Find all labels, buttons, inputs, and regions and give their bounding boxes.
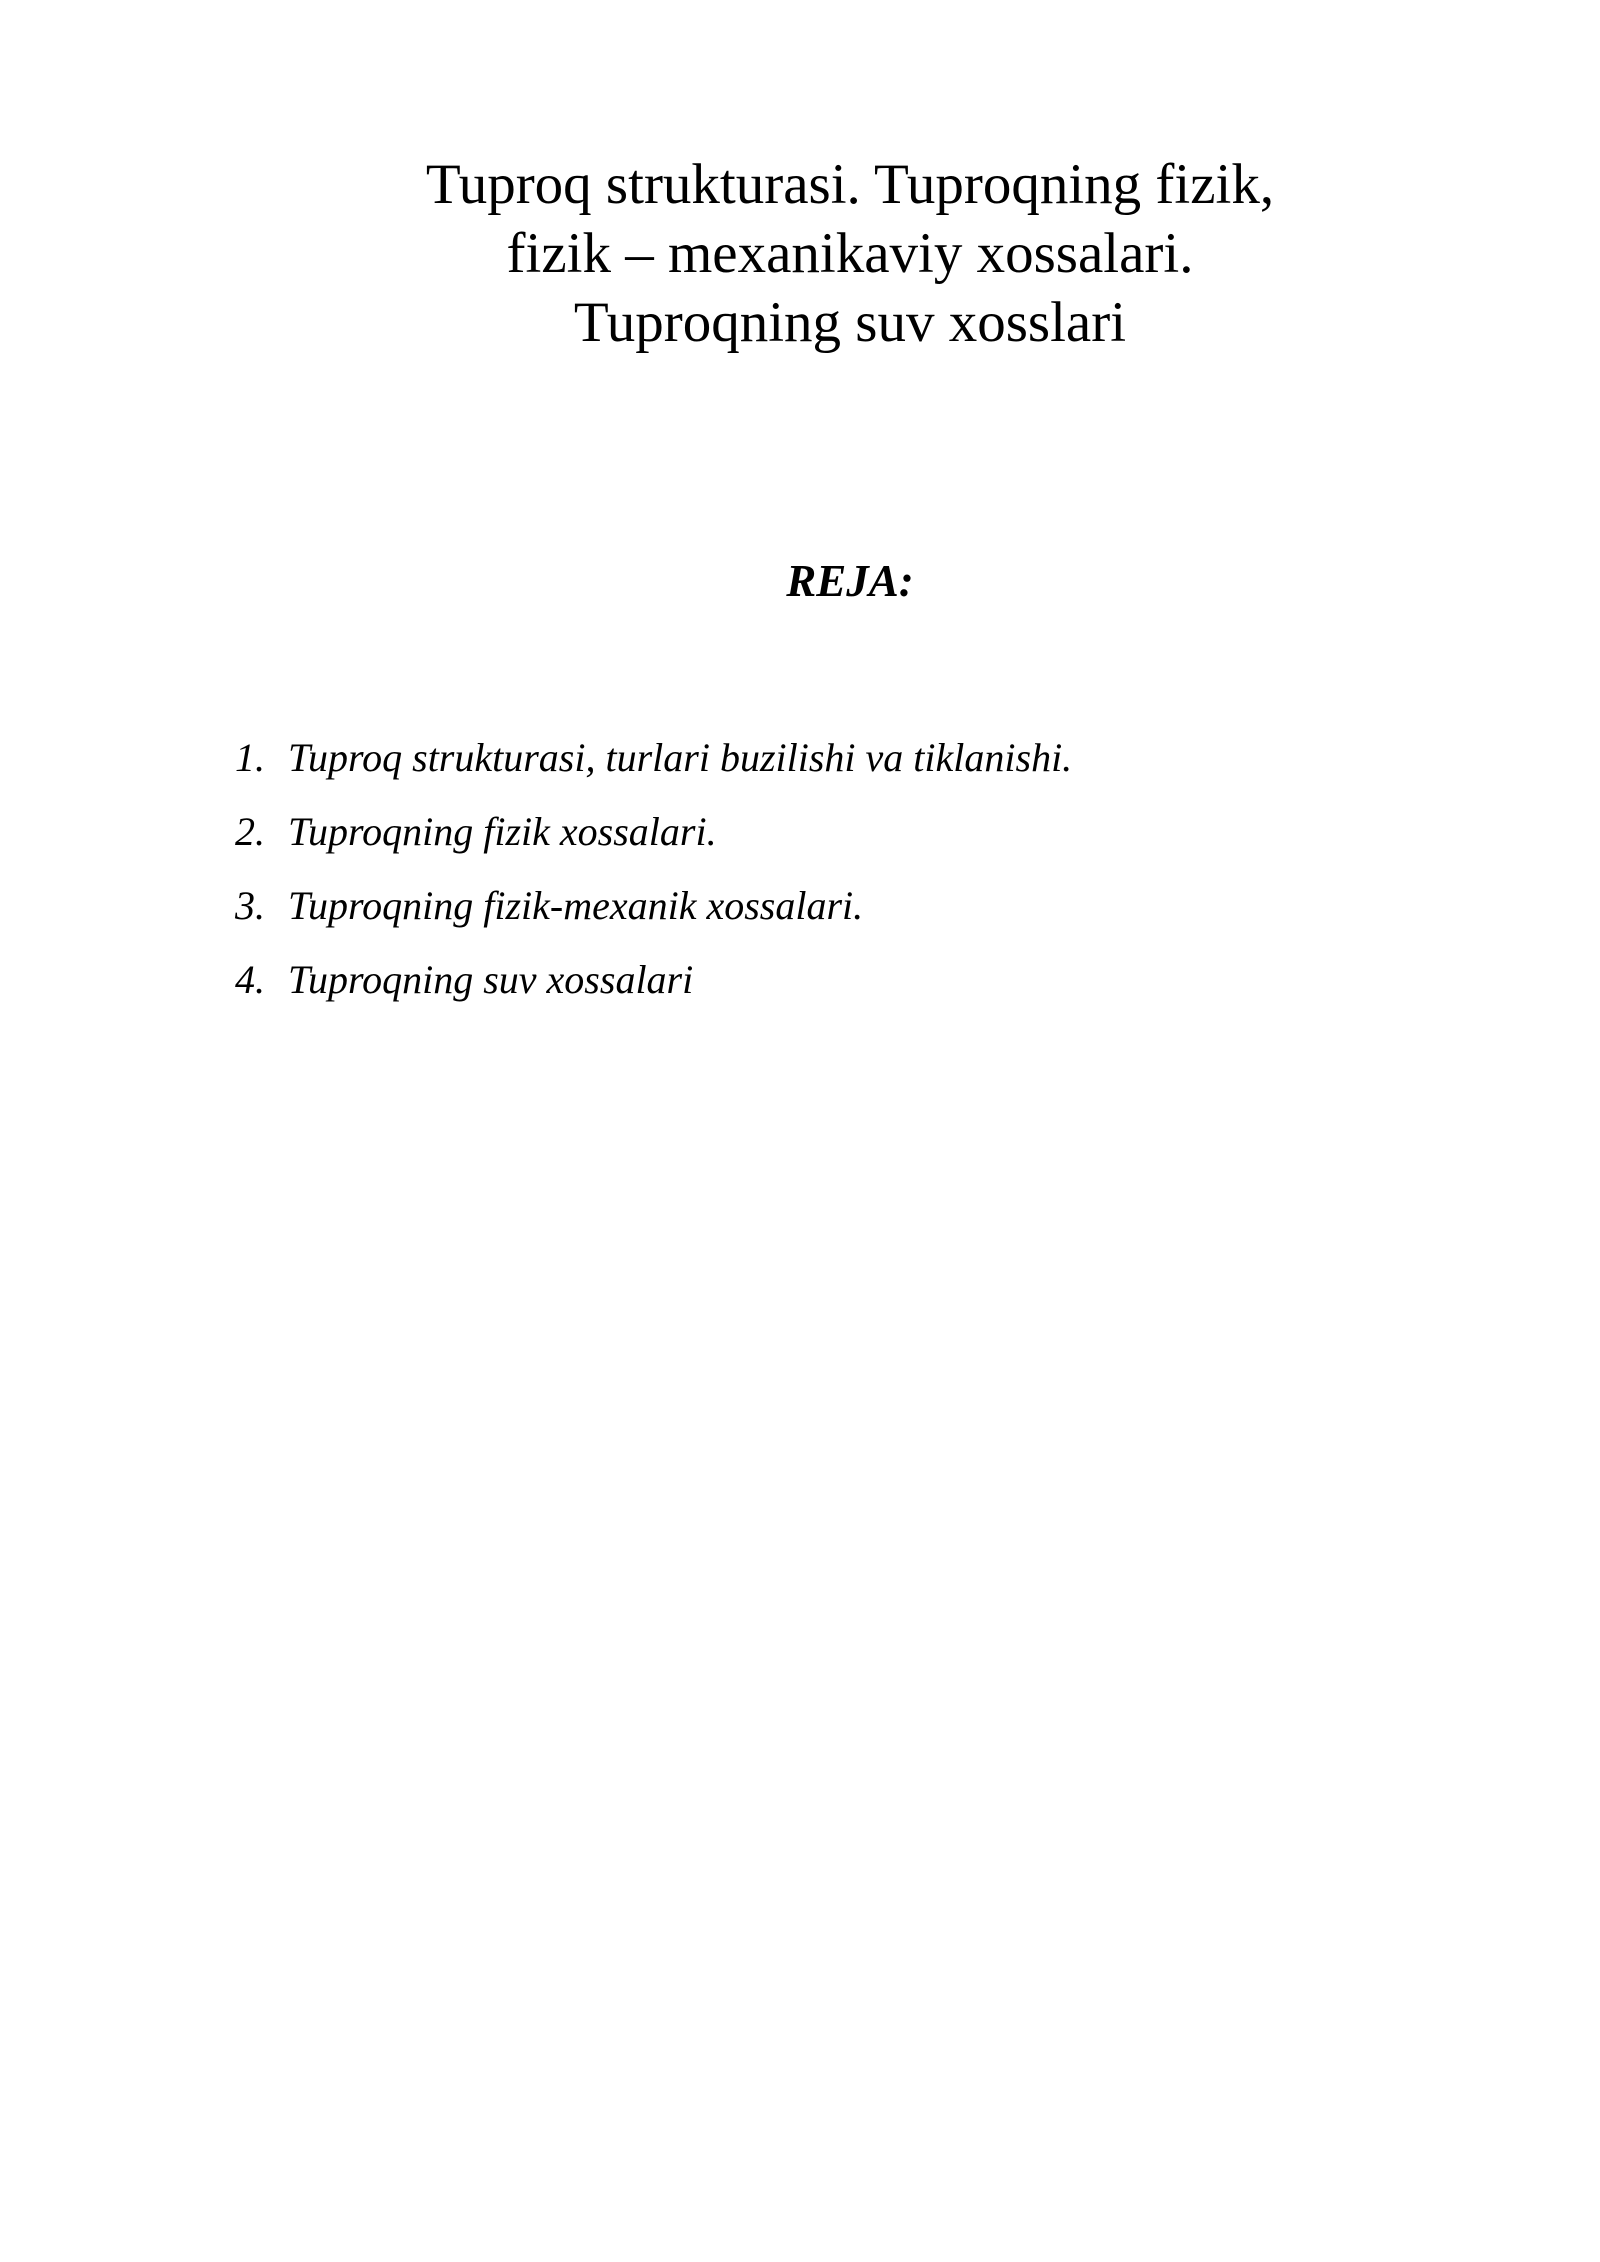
plan-item-text: Tuproqning suv xossalari	[288, 956, 694, 1002]
plan-item-text: Tuproq strukturasi, turlari buzilishi va tiklanishi.	[288, 734, 1073, 780]
plan-item-number: 3.	[235, 882, 265, 928]
plan-item-number: 4.	[235, 956, 265, 1002]
document-title	[300, 150, 1400, 357]
plan-item-3	[235, 868, 1072, 942]
plan-list	[235, 720, 1072, 1016]
title-line-3: Tuproqning suv xosslari	[573, 291, 1127, 354]
plan-item-2	[235, 794, 1072, 868]
plan-item-text: Tuproqning fizik xossalari.	[288, 808, 717, 854]
plan-heading: REJA:	[786, 556, 914, 606]
plan-item-number: 1.	[235, 734, 265, 780]
title-line-2: fizik – mexanikaviy xossalari.	[506, 222, 1194, 285]
plan-item-text: Tuproqning fizik-mexanik xossalari.	[288, 882, 864, 928]
plan-item-1	[235, 720, 1072, 794]
plan-item-4	[235, 942, 1072, 1016]
plan-item-number: 2.	[235, 808, 265, 854]
title-line-1: Tuproq strukturasi. Tuproqning fizik,	[425, 153, 1275, 216]
